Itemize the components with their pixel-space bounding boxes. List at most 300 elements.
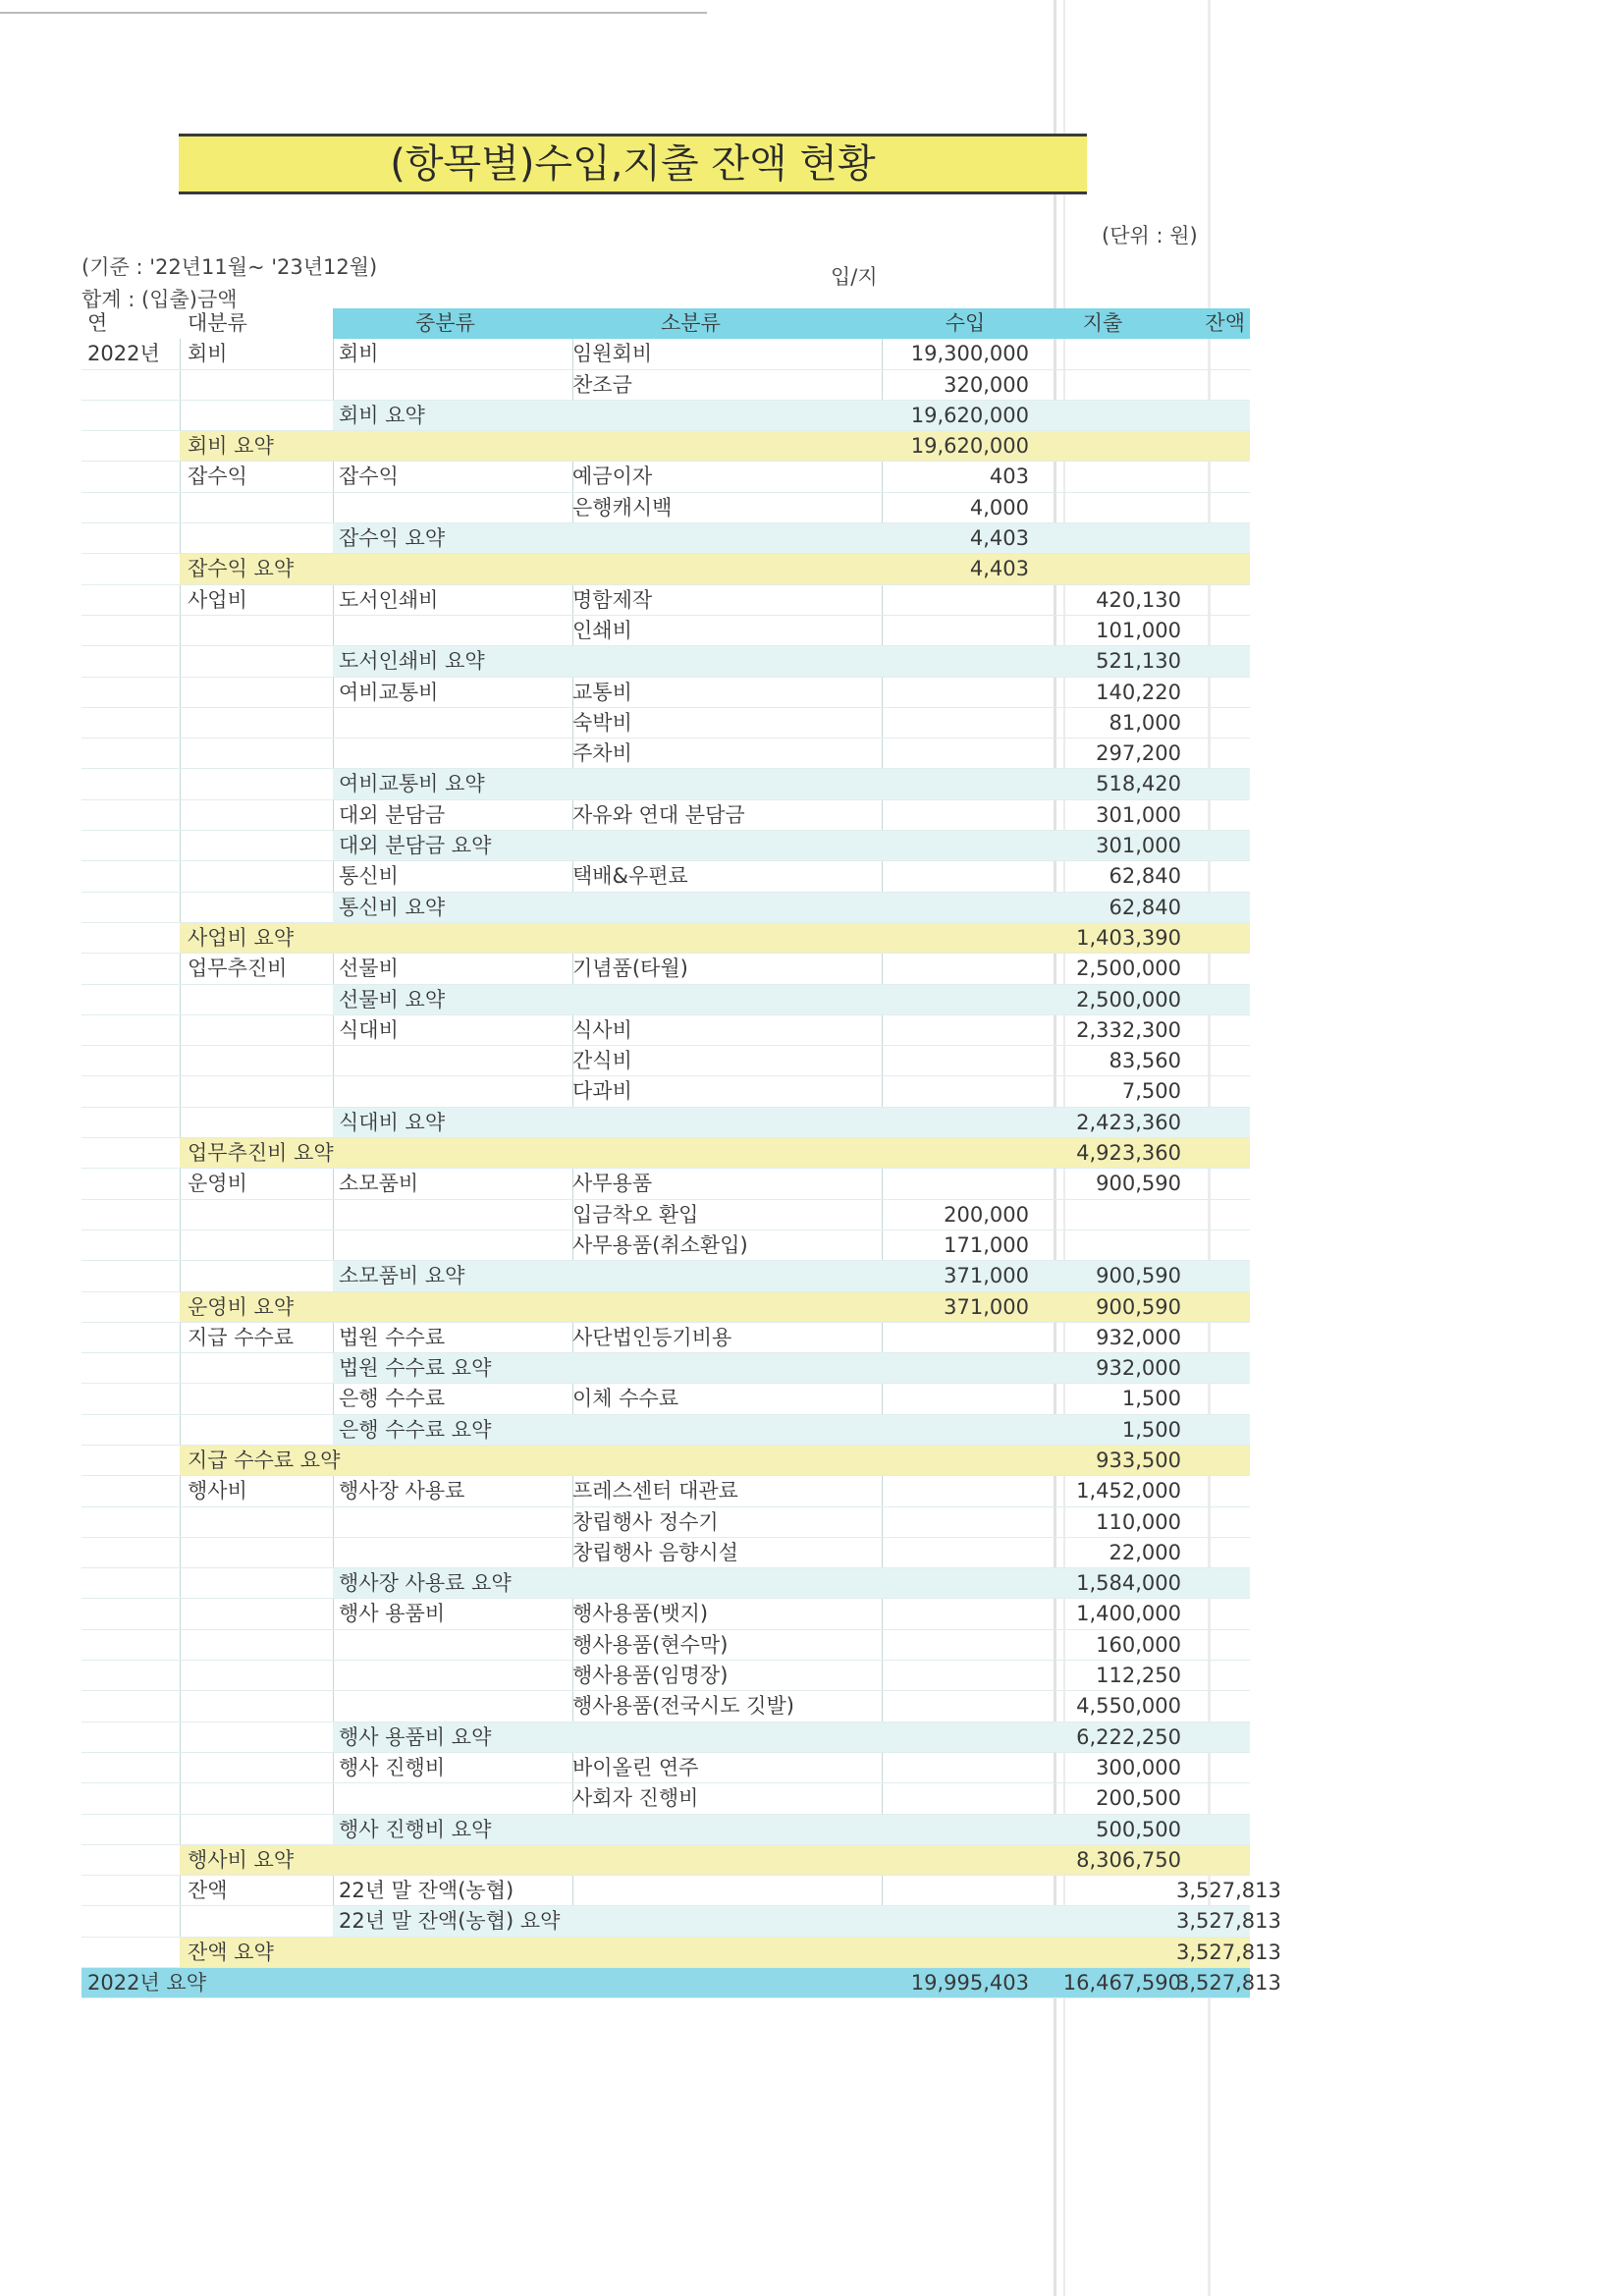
cell-minor: 식사비: [572, 1017, 632, 1042]
cell-major: 사업비: [188, 587, 247, 612]
column-divider: [180, 985, 181, 1015]
column-divider: [882, 1384, 883, 1414]
cell-expense: 933,500: [1096, 1448, 1181, 1472]
column-divider: [180, 646, 181, 677]
table-row: [81, 493, 1250, 523]
table-row: [81, 1200, 1250, 1230]
cell-expense: 297,200: [1096, 741, 1181, 766]
column-divider: [180, 1630, 181, 1661]
column-divider: [333, 800, 334, 831]
table-row: [81, 616, 1250, 646]
table-row: [81, 1938, 1281, 1968]
cell-minor: 창립행사 음향시설: [572, 1540, 738, 1564]
cell-minor: 임원회비: [572, 342, 653, 366]
column-divider: [180, 861, 181, 892]
cell-major: 회비: [188, 342, 228, 366]
cell-expense: 4,550,000: [1076, 1694, 1181, 1719]
cell-income: 320,000: [944, 372, 1029, 397]
column-divider: [180, 1169, 181, 1199]
cell-major: 잡수익: [188, 465, 247, 489]
column-divider: [882, 1753, 883, 1783]
cell-minor: 이체 수수료: [572, 1387, 679, 1411]
column-divider: [333, 370, 334, 401]
column-divider: [333, 1323, 334, 1353]
cell-expense: 420,130: [1096, 587, 1181, 612]
column-divider: [180, 616, 181, 646]
column-divider: [180, 339, 181, 369]
cell-mid: 22년 말 잔액(농협): [339, 1879, 514, 1903]
cell-mid: 도서인쇄비: [339, 587, 439, 612]
column-divider: [180, 1753, 181, 1783]
cell-minor: 명함제작: [572, 587, 653, 612]
cell-mid: 도서인쇄비 요약: [339, 649, 485, 674]
cell-minor: 행사용품(전국시도 깃발): [572, 1694, 794, 1719]
column-divider: [180, 678, 181, 708]
cell-mid: 22년 말 잔액(농협) 요약: [339, 1909, 561, 1934]
cell-major: 잡수익 요약: [188, 557, 295, 581]
cell-expense: 22,000: [1109, 1540, 1181, 1564]
cell-expense: 2,500,000: [1076, 957, 1181, 981]
cell-expense: 101,000: [1096, 618, 1181, 642]
cell-minor: 다과비: [572, 1079, 632, 1104]
column-divider: [180, 1568, 181, 1599]
column-divider: [333, 1476, 334, 1506]
table-row: [81, 831, 1250, 861]
cell-minor: 바이올린 연주: [572, 1755, 699, 1779]
cell-mid: 행사 용품비: [339, 1602, 446, 1626]
column-divider: [333, 678, 334, 708]
cell-mid: 회비 요약: [339, 403, 425, 427]
table-row: [81, 985, 1250, 1015]
cell-minor: 주차비: [572, 741, 632, 766]
table-row: [81, 1076, 1250, 1107]
column-divider: [180, 769, 181, 799]
table-row: [81, 1353, 1250, 1384]
table-row: [81, 1046, 1250, 1076]
column-divider: [180, 954, 181, 984]
cell-income: 19,995,403: [910, 1971, 1029, 1995]
table-row: [81, 1015, 1250, 1046]
cell-mid: 회비: [339, 342, 379, 366]
column-divider: [180, 370, 181, 401]
column-divider: [180, 1108, 181, 1138]
cell-income: 371,000: [944, 1294, 1029, 1319]
cell-expense: 7,500: [1121, 1079, 1181, 1104]
mid-summary-band: [333, 401, 1250, 431]
column-field-label: 입/지: [831, 265, 878, 289]
column-divider: [572, 1876, 573, 1906]
column-divider: [180, 493, 181, 523]
cell-mid: 선물비 요약: [339, 987, 446, 1011]
column-divider: [882, 585, 883, 616]
column-divider: [333, 954, 334, 984]
table-row: [81, 1507, 1250, 1538]
cell-expense: 81,000: [1109, 710, 1181, 735]
cell-expense: 300,000: [1096, 1755, 1181, 1779]
cell-expense: 4,923,360: [1076, 1141, 1181, 1166]
cell-expense: 900,590: [1096, 1172, 1181, 1196]
column-divider: [882, 1538, 883, 1568]
cell-minor: 사무용품(취소환입): [572, 1232, 748, 1257]
table-row: [81, 800, 1250, 831]
cell-expense: 6,222,250: [1076, 1724, 1181, 1749]
header-expense: 지출: [1082, 311, 1123, 335]
cell-income: 4,403: [969, 557, 1029, 581]
table-row: [81, 678, 1250, 708]
cell-expense: 1,500: [1121, 1387, 1181, 1411]
column-divider: [180, 462, 181, 492]
table-row: [81, 954, 1250, 984]
column-divider: [333, 339, 334, 369]
cell-major: 지급 수수료 요약: [188, 1448, 341, 1472]
table-row: [81, 1906, 1281, 1937]
column-divider: [180, 1538, 181, 1568]
column-divider: [180, 1076, 181, 1107]
cell-minor: 기념품(타월): [572, 957, 688, 981]
column-divider: [882, 678, 883, 708]
cell-minor: 프레스센터 대관료: [572, 1479, 738, 1503]
cell-mid: 여비교통비: [339, 680, 439, 704]
cell-minor: 사단법인등기비용: [572, 1325, 732, 1349]
column-divider: [333, 1015, 334, 1046]
column-divider: [333, 1507, 334, 1538]
table-row: [81, 523, 1250, 554]
table-row: [81, 1845, 1250, 1876]
column-divider: [333, 1753, 334, 1783]
cell-mid: 잡수익: [339, 465, 399, 489]
column-divider: [333, 493, 334, 523]
table-row: [81, 1630, 1250, 1661]
cell-expense: 301,000: [1096, 834, 1181, 858]
cell-mid: 은행 수수료 요약: [339, 1417, 492, 1442]
column-divider: [180, 523, 181, 554]
cell-minor: 숙박비: [572, 710, 632, 735]
cell-minor: 찬조금: [572, 372, 632, 397]
column-divider: [882, 1876, 883, 1906]
cell-mid: 행사장 사용료: [339, 1479, 465, 1503]
column-divider: [180, 1261, 181, 1291]
table-row: [81, 1783, 1250, 1814]
cell-expense: 518,420: [1096, 772, 1181, 796]
column-divider: [333, 1076, 334, 1107]
cell-mid: 행사 용품비 요약: [339, 1724, 492, 1749]
cell-income: 403: [989, 465, 1029, 489]
cell-minor: 간식비: [572, 1049, 632, 1073]
major-summary-band: [180, 554, 1250, 584]
table-row: [81, 1138, 1250, 1169]
cell-mid: 통신비: [339, 864, 399, 889]
column-divider: [180, 800, 181, 831]
column-divider: [333, 1046, 334, 1076]
cell-expense: 110,000: [1096, 1509, 1181, 1534]
column-divider: [882, 861, 883, 892]
page-title: (항목별)수입,지출 잔액 현황: [179, 134, 1087, 194]
table-row: [81, 1538, 1250, 1568]
cell-year: 2022년 요약: [87, 1971, 206, 1995]
cell-expense: 932,000: [1096, 1325, 1181, 1349]
cell-mid: 은행 수수료: [339, 1387, 446, 1411]
cell-minor: 자유와 연대 분담금: [572, 802, 745, 827]
column-divider: [882, 1691, 883, 1722]
table-row: [81, 923, 1250, 954]
table-row: [81, 1568, 1250, 1599]
table-row: [81, 1108, 1250, 1138]
column-divider: [180, 1507, 181, 1538]
column-divider: [180, 1353, 181, 1384]
cell-expense: 112,250: [1096, 1664, 1181, 1688]
column-divider: [180, 1230, 181, 1261]
cell-minor: 예금이자: [572, 465, 653, 489]
cell-balance: 3,527,813: [1176, 1971, 1281, 1995]
cell-major: 운영비: [188, 1172, 247, 1196]
column-divider: [333, 1538, 334, 1568]
column-divider: [882, 738, 883, 769]
table-row: [81, 554, 1250, 584]
column-divider: [180, 1783, 181, 1814]
column-divider: [180, 831, 181, 861]
table-row: [81, 1446, 1250, 1476]
column-divider: [882, 1783, 883, 1814]
cell-major: 잔액: [188, 1879, 228, 1903]
table-row: [81, 893, 1250, 923]
column-divider: [333, 861, 334, 892]
column-divider: [180, 1200, 181, 1230]
column-divider: [333, 462, 334, 492]
column-divider: [180, 1876, 181, 1906]
cell-expense: 62,840: [1109, 864, 1181, 889]
column-divider: [333, 1230, 334, 1261]
table-row: [81, 861, 1250, 892]
cell-expense: 83,560: [1109, 1049, 1181, 1073]
column-divider: [882, 1076, 883, 1107]
column-divider: [333, 1876, 334, 1906]
cell-major: 행사비: [188, 1479, 247, 1503]
column-divider: [333, 1783, 334, 1814]
cell-balance: 3,527,813: [1176, 1940, 1281, 1964]
table-row: [81, 1691, 1250, 1722]
cell-expense: 2,500,000: [1076, 987, 1181, 1011]
cell-expense: 8,306,750: [1076, 1847, 1181, 1872]
table-header-row: [81, 308, 1250, 339]
cell-expense: 521,130: [1096, 649, 1181, 674]
column-divider: [882, 616, 883, 646]
cell-mid: 행사 진행비: [339, 1755, 446, 1779]
cell-mid: 선물비: [339, 957, 399, 981]
table-row: [81, 1261, 1250, 1291]
cell-minor: 택배&우편료: [572, 864, 688, 889]
column-divider: [180, 585, 181, 616]
cell-expense: 500,500: [1096, 1817, 1181, 1841]
cell-income: 371,000: [944, 1264, 1029, 1288]
cell-mid: 잡수익 요약: [339, 526, 446, 551]
column-divider: [180, 1815, 181, 1845]
column-divider: [180, 1722, 181, 1753]
column-divider: [882, 1046, 883, 1076]
table-row: [81, 708, 1250, 738]
mid-summary-band: [333, 523, 1250, 554]
table-row: [81, 1323, 1250, 1353]
table-row: [81, 1753, 1250, 1783]
header-mid: 중분류: [415, 311, 475, 335]
table-row: [81, 1169, 1250, 1199]
cell-balance: 3,527,813: [1176, 1879, 1281, 1903]
cell-income: 4,403: [969, 526, 1029, 551]
cell-expense: 1,403,390: [1076, 925, 1181, 950]
header-income: 수입: [945, 311, 986, 335]
column-divider: [333, 1661, 334, 1691]
table-row: [81, 1815, 1250, 1845]
column-divider: [882, 1661, 883, 1691]
cell-income: 171,000: [944, 1232, 1029, 1257]
column-divider: [333, 585, 334, 616]
cell-mid: 소모품비: [339, 1172, 419, 1196]
period-label: (기준 : '22년11월~ '23년12월): [81, 255, 378, 279]
column-divider: [882, 1476, 883, 1506]
cell-mid: 법원 수수료 요약: [339, 1356, 492, 1381]
cell-expense: 1,452,000: [1076, 1479, 1181, 1503]
cell-income: 19,620,000: [910, 434, 1029, 459]
column-divider: [333, 1200, 334, 1230]
header-minor: 소분류: [661, 311, 721, 335]
cell-expense: 1,584,000: [1076, 1571, 1181, 1596]
header-year: 연: [87, 311, 108, 335]
column-divider: [882, 1323, 883, 1353]
column-divider: [180, 1323, 181, 1353]
column-divider: [882, 1015, 883, 1046]
cell-major: 운영비 요약: [188, 1294, 295, 1319]
column-divider: [180, 708, 181, 738]
column-divider: [882, 708, 883, 738]
pivot-filter-label: 합계 : (입출)금액: [81, 288, 238, 311]
major-summary-band: [180, 1938, 1281, 1968]
table-row: [81, 1476, 1250, 1506]
cell-expense: 200,500: [1096, 1786, 1181, 1811]
cell-minor: 사무용품: [572, 1172, 653, 1196]
table-row: [81, 1384, 1250, 1414]
cell-expense: 2,423,360: [1076, 1110, 1181, 1134]
cell-major: 회비 요약: [188, 434, 274, 459]
cell-expense: 140,220: [1096, 680, 1181, 704]
column-divider: [180, 1661, 181, 1691]
table-row: [81, 1968, 1281, 1998]
cell-mid: 법원 수수료: [339, 1325, 446, 1349]
cell-expense: 2,332,300: [1076, 1017, 1181, 1042]
cell-expense: 16,467,590: [1062, 1971, 1181, 1995]
table-row: [81, 370, 1250, 401]
column-divider: [180, 1415, 181, 1446]
cell-income: 19,620,000: [910, 403, 1029, 427]
cell-expense: 900,590: [1096, 1294, 1181, 1319]
cell-major: 사업비 요약: [188, 925, 295, 950]
major-summary-band: [180, 431, 1250, 462]
table-row: [81, 401, 1250, 431]
cell-mid: 식대비: [339, 1017, 399, 1042]
cell-mid: 행사 진행비 요약: [339, 1817, 492, 1841]
column-divider: [180, 1015, 181, 1046]
table-row: [81, 1599, 1250, 1629]
cell-major: 업무추진비: [188, 957, 288, 981]
table-row: [81, 462, 1250, 492]
cell-minor: 입금착오 환입: [572, 1202, 699, 1227]
cell-minor: 행사용품(뱃지): [572, 1602, 709, 1626]
cell-income: 200,000: [944, 1202, 1029, 1227]
cell-mid: 대외 분담금: [339, 802, 446, 827]
table-row: [81, 738, 1250, 769]
cell-mid: 통신비 요약: [339, 895, 446, 919]
cell-minor: 인쇄비: [572, 618, 632, 642]
table-body: [81, 339, 1281, 1998]
column-divider: [180, 1599, 181, 1629]
column-divider: [180, 1476, 181, 1506]
pivot-table: [81, 308, 1281, 1998]
cell-year: 2022년: [87, 342, 160, 366]
header-balance: 잔액: [1205, 311, 1245, 335]
unit-label: (단위 : 원): [1102, 224, 1198, 247]
cell-expense: 301,000: [1096, 802, 1181, 827]
cell-mid: 식대비 요약: [339, 1110, 446, 1134]
column-divider: [882, 1507, 883, 1538]
column-divider: [882, 954, 883, 984]
cell-mid: 소모품비 요약: [339, 1264, 465, 1288]
column-divider: [333, 1630, 334, 1661]
column-divider: [333, 708, 334, 738]
column-divider: [333, 1169, 334, 1199]
column-divider: [180, 893, 181, 923]
table-row: [81, 339, 1250, 369]
column-divider: [882, 1630, 883, 1661]
column-divider: [180, 1046, 181, 1076]
column-divider: [180, 738, 181, 769]
column-divider: [333, 1599, 334, 1629]
table-row: [81, 1722, 1250, 1753]
cell-mid: 여비교통비 요약: [339, 772, 485, 796]
cell-expense: 1,500: [1121, 1417, 1181, 1442]
column-divider: [180, 1691, 181, 1722]
cell-expense: 1,400,000: [1076, 1602, 1181, 1626]
table-row: [81, 431, 1250, 462]
column-divider: [180, 1906, 181, 1937]
cell-major: 업무추진비 요약: [188, 1141, 334, 1166]
column-divider: [882, 800, 883, 831]
cell-mid: 대외 분담금 요약: [339, 834, 492, 858]
table-row: [81, 1230, 1250, 1261]
cell-major: 잔액 요약: [188, 1940, 274, 1964]
table-row: [81, 585, 1250, 616]
table-row: [81, 1661, 1250, 1691]
header-major: 대분류: [188, 311, 247, 335]
cell-minor: 창립행사 정수기: [572, 1509, 719, 1534]
cell-major: 지급 수수료: [188, 1325, 295, 1349]
cell-minor: 은행캐시백: [572, 495, 673, 519]
column-divider: [333, 738, 334, 769]
cell-expense: 160,000: [1096, 1632, 1181, 1657]
table-row: [81, 769, 1250, 799]
table-row: [81, 646, 1250, 677]
column-divider: [333, 616, 334, 646]
cell-expense: 932,000: [1096, 1356, 1181, 1381]
cell-minor: 행사용품(현수막): [572, 1632, 729, 1657]
cell-minor: 행사용품(임명장): [572, 1664, 729, 1688]
cell-balance: 3,527,813: [1176, 1909, 1281, 1934]
table-row: [81, 1876, 1281, 1906]
cell-mid: 행사장 사용료 요약: [339, 1571, 512, 1596]
cell-minor: 사회자 진행비: [572, 1786, 699, 1811]
scan-top-line: [0, 12, 707, 14]
column-divider: [333, 1384, 334, 1414]
cell-minor: 교통비: [572, 680, 632, 704]
cell-income: 4,000: [969, 495, 1029, 519]
cell-expense: 62,840: [1109, 895, 1181, 919]
